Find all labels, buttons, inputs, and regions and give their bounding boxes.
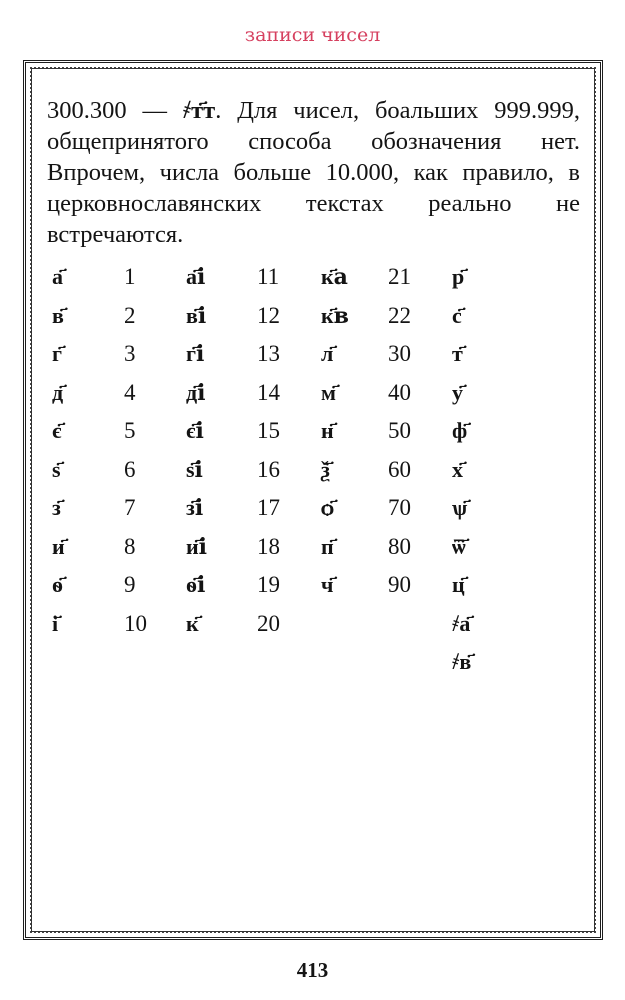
numeral-value: 20 xyxy=(257,610,280,636)
numeral-value: 11 xyxy=(257,264,280,289)
numeral-value: 30 xyxy=(388,341,411,366)
numeral-glyph: г҃і xyxy=(186,341,205,367)
numeral-glyph: ѳ҃ xyxy=(52,572,63,598)
numeral-glyph: д҃ xyxy=(52,379,64,406)
numeral-glyph: к҃а xyxy=(321,264,348,290)
numeral-value: 2 xyxy=(124,302,136,328)
numeral-glyph: ҂в҃ xyxy=(452,649,472,675)
numeral-glyph: ч҃ xyxy=(321,572,334,598)
numeral-value: 13 xyxy=(257,341,280,366)
numeral-glyph: а҃ xyxy=(52,264,63,290)
numeral-value: 8 xyxy=(124,533,136,559)
numeral-glyph: и҃ xyxy=(52,533,65,560)
numeral-glyph: к҃в xyxy=(321,302,349,329)
numeral-glyph: і҃ xyxy=(52,610,59,637)
body-paragraph xyxy=(47,95,580,250)
numeral-glyph: ц҃ xyxy=(452,572,465,598)
numeral-value: 22 xyxy=(388,302,411,328)
numeral-value: 4 xyxy=(124,379,136,405)
numeral-glyph: ф҃ xyxy=(452,418,468,444)
numeral-glyph: с҃ xyxy=(452,302,462,329)
numeral-value: 14 xyxy=(257,379,280,405)
paragraph-slavonic-number: ҂т҃т xyxy=(182,97,216,124)
numeral-glyph: з҃і xyxy=(186,495,204,521)
numeral-glyph: н҃ xyxy=(321,418,334,444)
numeral-value: 1 xyxy=(124,264,136,289)
numeral-glyph: г҃ xyxy=(52,341,62,367)
paragraph-text: . Для чисел, боальших 999.999, общепринятого способа обозначения нет. Впрочем, числа больше 10.000, как правило, в церковнославянских текстах реально не встречаются. xyxy=(47,97,580,248)
numeral-glyph: х҃ xyxy=(452,456,463,483)
numeral-value: 15 xyxy=(257,418,280,443)
page-number: 413 xyxy=(296,958,329,982)
numeral-glyph: ѯ҃ xyxy=(321,456,330,483)
numeral-glyph: п҃ xyxy=(321,533,334,560)
running-head: записи чисел xyxy=(244,24,381,46)
numeral-glyph: а҃і xyxy=(186,264,206,290)
numeral-glyph: т҃ xyxy=(452,341,463,367)
numeral-value: 60 xyxy=(388,456,411,482)
numeral-value: 3 xyxy=(124,341,136,366)
numeral-glyph: в҃і xyxy=(186,302,207,329)
numeral-glyph: у҃ xyxy=(452,379,463,406)
numeral-glyph: в҃ xyxy=(52,302,64,329)
numeral-value: 10 xyxy=(124,610,147,636)
numeral-glyph: ѕ҃ xyxy=(52,456,61,483)
numeral-glyph: є҃і xyxy=(186,418,204,444)
numeral-glyph: ѕ҃і xyxy=(186,456,203,483)
numeral-value: 7 xyxy=(124,495,136,520)
numeral-value: 16 xyxy=(257,456,280,482)
numeral-value: 18 xyxy=(257,533,280,559)
numeral-glyph: д҃і xyxy=(186,379,206,406)
numeral-value: 70 xyxy=(388,495,411,520)
numeral-value: 12 xyxy=(257,302,280,328)
numeral-value: 5 xyxy=(124,418,136,443)
numeral-glyph: л҃ xyxy=(321,341,334,367)
numeral-glyph: ѻ҃ xyxy=(321,495,334,521)
numeral-value: 80 xyxy=(388,533,411,559)
numeral-value: 17 xyxy=(257,495,280,520)
numeral-glyph: є҃ xyxy=(52,418,62,444)
numeral-value: 9 xyxy=(124,572,136,597)
numeral-glyph: р҃ xyxy=(452,264,465,290)
numeral-glyph: ѿ҃ xyxy=(452,533,466,560)
numeral-value: 6 xyxy=(124,456,136,482)
paragraph-number: 300.300 — xyxy=(47,97,167,124)
numeral-glyph: ҂а҃ xyxy=(452,610,471,637)
numeral-glyph: з҃ xyxy=(52,495,61,521)
numeral-glyph: к҃ xyxy=(186,610,199,637)
numeral-glyph: ѳ҃і xyxy=(186,572,206,598)
numeral-value: 21 xyxy=(388,264,411,289)
numeral-value: 19 xyxy=(257,572,280,597)
numeral-value: 50 xyxy=(388,418,411,443)
numeral-value: 40 xyxy=(388,379,411,405)
numeral-value: 90 xyxy=(388,572,411,597)
numeral-glyph: и҃і xyxy=(186,533,208,560)
numeral-glyph: м҃ xyxy=(321,379,336,406)
numeral-glyph: ѱ҃ xyxy=(452,495,468,521)
